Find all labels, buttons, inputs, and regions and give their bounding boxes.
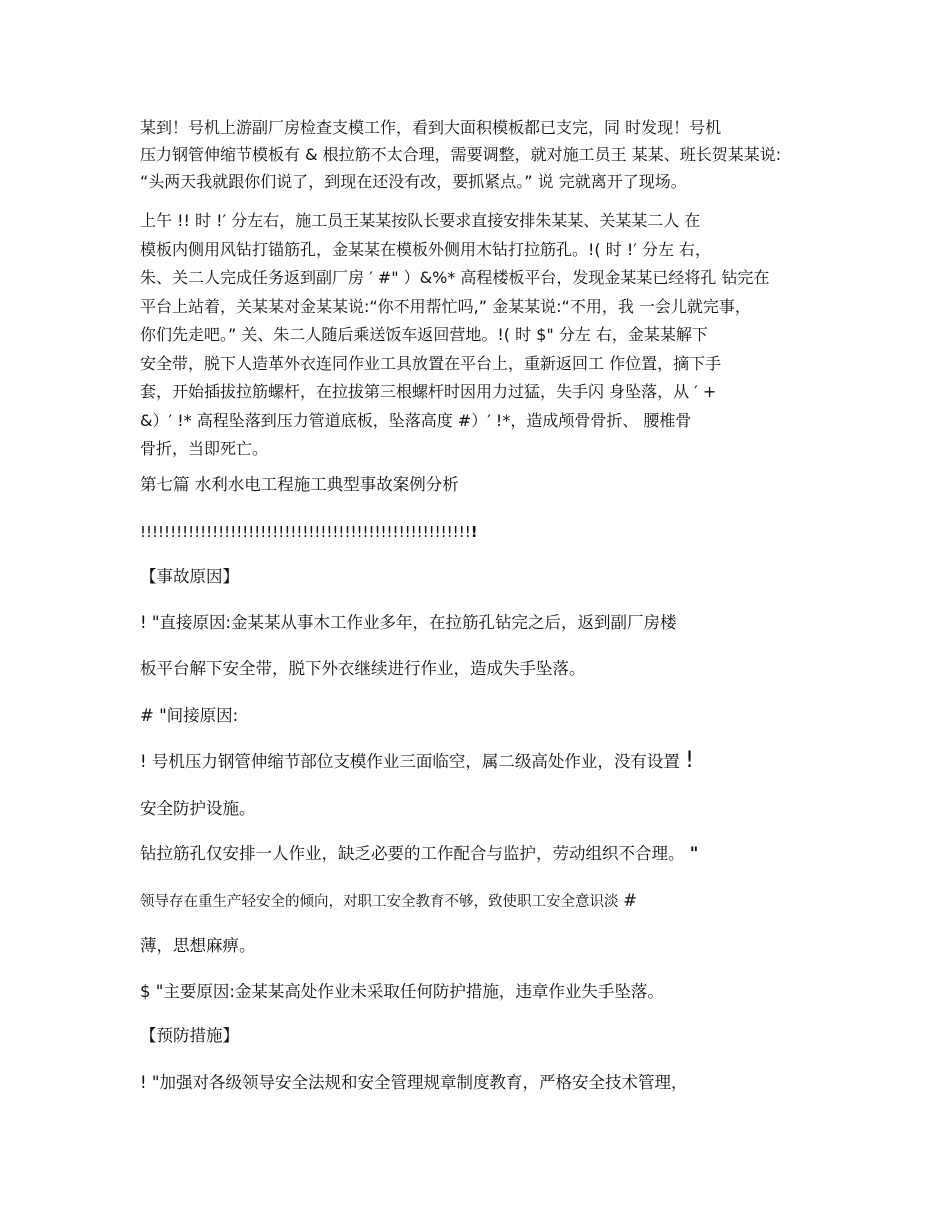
paragraph-2 [140,207,770,464]
text-line: 骨折，当即死亡。 [140,439,269,458]
chapter-title: 第七篇 水利水电工程施工典型事故案例分析 [140,475,459,494]
heading-accident-cause: 【事故原因】 [140,567,239,586]
text-line: 模板内侧用风钻打锚筋孔，金某某在模板外侧用木钻打拉筋孔。!( 时 !′ 分左 右， [140,239,712,259]
text-line: 某到！号机上游副厂房检查支模工作，看到大面积模板都已支完，同 时发现！号机 [140,118,722,137]
heading-prevention: 【预防措施】 [140,1026,239,1045]
text-line: 安全带，脱下人造革外衣连同作业工具放置在平台上，重新返回工 作位置，摘下手 [140,353,722,373]
indirect-cause-1 [140,749,694,774]
cause-direct-line-2: 板平台解下安全带，脱下外衣继续进行作业，造成失手坠落。 [140,659,586,678]
text-line: 你们先走吧。” 关、朱二人随后乘送饭车返回营地。!( 时 $" 分左 右，金某某解下 [140,325,708,344]
indirect-cause-3-continued: 薄，思想麻痹。 [140,936,256,955]
cause-indirect-heading: # "间接原因: [140,706,239,725]
separator-line [140,520,478,544]
indirect-cause-1-continued: 安全防护设施。 [140,799,256,818]
indirect-cause-3-text: 领导存在重生产轻安全的倾向，对职工安全教育不够，致使职工安全意识淡 [140,894,619,910]
prevention-item-1: ! "加强对各级领导安全法规和安全管理规章制度教育，严格安全技术管理， [140,1073,688,1092]
indirect-cause-1-mark: ! [685,748,694,773]
text-line: 平台上站着，关某某对金某某说:“你不用帮忙吗,” 金某某说:“不用，我 一会儿就完事， [140,296,751,316]
text-line: 上午 !! 时 !′ 分左右，施工员王某某按队长要求直接安排朱某某、关某某二人 在 [140,211,701,230]
paragraph-1 [140,114,781,195]
text-line: &）′ !* 高程坠落到压力管道底板，坠落高度 #）′ !*，造成颅骨骨折、 腰椎骨 [140,410,692,430]
text-line: 朱、关二人完成任务返到副厂房 ′ #" ）&%* 高程楼板平台，发现金某某已经将孔 钻完在 [140,268,770,287]
indirect-cause-3-mark: # [623,891,637,910]
text-line: 压力钢管伸缩节模板有 & 根拉筋不太合理，需要调整，就对施工员王 某某、班长贺某某说: [140,145,782,164]
cause-main: $ "主要原因:金某某高处作业未采取任何防护措施，违章作业失手坠落。 [140,982,664,1001]
indirect-cause-2-mark: " [689,844,699,863]
separator-end-mark: ! [470,523,478,541]
separator-marks: !!!!!!!!!!!!!!!!!!!!!!!!!!!!!!!!!!!!!!!!!!!!!!!!!!!!!!! [140,523,471,541]
indirect-cause-2 [140,842,698,866]
indirect-cause-2-text: 钻拉筋孔仅安排一人作业，缺乏必要的工作配合与监护，劳动组织不合理。 [140,844,685,863]
indirect-cause-3 [140,889,637,914]
text-line: “头两天我就跟你们说了，到现在还没有改，要抓紧点。” 说 完就离开了现场。 [140,172,687,191]
cause-direct-line-1: ! "直接原因:金某某从事木工作业多年，在拉筋孔钻完之后，返到副厂房楼 [140,613,677,632]
indirect-cause-1-text: ! 号机压力钢管伸缩节部位支模作业三面临空，属二级高处作业，没有设置 [140,752,680,771]
text-line: 套，开始插拔拉筋螺杆，在拉拔第三根螺杆时因用力过猛，失手闪 身坠落，从 ′ + [140,382,717,401]
